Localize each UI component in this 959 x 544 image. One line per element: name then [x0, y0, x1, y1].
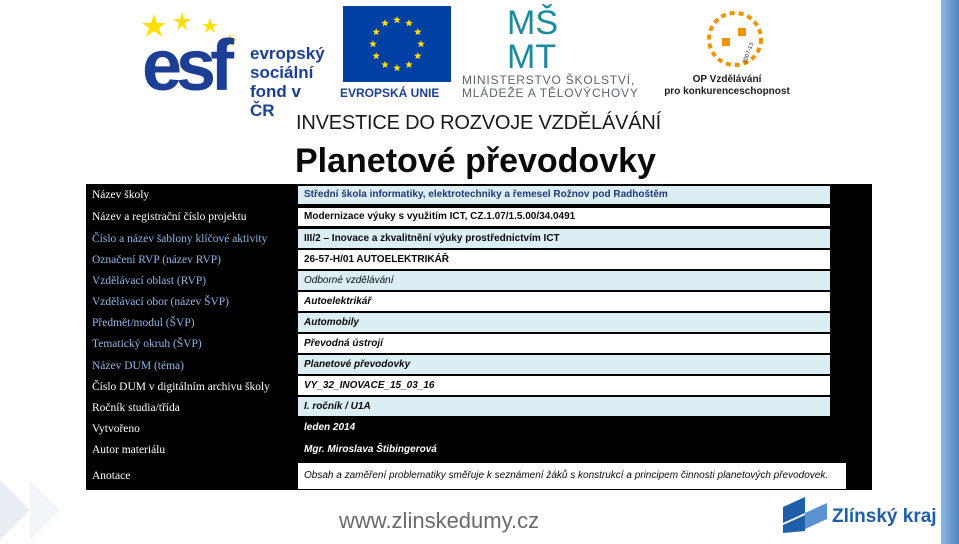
table-row [86, 460, 872, 490]
msmt-mark-top: MŠ [507, 4, 558, 42]
esf-text-line-1: evropský [250, 44, 325, 63]
eu-star-icon [405, 61, 413, 68]
row-value: 26-57-H/01 AUTOELEKTRIKÁŘ [298, 250, 830, 269]
row-label: Vytvořeno [92, 423, 140, 435]
table-row [86, 375, 872, 396]
banner-text: INVESTICE DO ROZVOJE VZDĚLÁVÁNÍ [296, 112, 661, 134]
row-value: Odborné vzdělávání [298, 271, 830, 290]
row-label: Tematický okruh (ŠVP) [92, 338, 202, 350]
row-label: Název a registrační číslo projektu [92, 211, 247, 223]
table-row [86, 396, 872, 417]
msmt-name-line-2: MLÁDEŽE A TĚLOVÝCHOVY [462, 86, 639, 100]
table-row [86, 354, 872, 375]
table-row [86, 312, 872, 333]
eu-star-icon [372, 52, 380, 59]
table-row [86, 270, 872, 291]
footer-url: www.zlinskedumy.cz [339, 508, 540, 533]
row-value: VY_32_INOVACE_15_03_16 [298, 376, 830, 395]
row-value: Automobily [298, 313, 830, 332]
row-label: Ročník studia/třída [92, 402, 180, 414]
table-row [86, 291, 872, 312]
eu-stars-icon [343, 6, 451, 82]
op-text-line-1: OP Vzdělávání [692, 74, 762, 85]
row-value: leden 2014 [304, 422, 356, 433]
right-edge-stripe [941, 0, 959, 544]
eu-star-icon [381, 61, 389, 68]
row-value: Autoelektrikář [298, 292, 830, 311]
info-table [86, 184, 872, 490]
table-row [86, 206, 872, 227]
zlinsky-kraj-text: Zlínský kraj [832, 506, 937, 527]
decorative-arrow-icon [0, 470, 70, 544]
row-label: Anotace [92, 470, 131, 482]
msmt-name-line-1: MINISTERSTVO ŠKOLSTVÍ, [462, 73, 635, 87]
eu-star-icon [393, 64, 401, 71]
msmt-mark-bottom: MT [507, 38, 557, 70]
table-row [86, 417, 872, 438]
row-label: Číslo DUM v digitálním archivu školy [92, 381, 270, 393]
esf-logo [142, 12, 325, 120]
table-row [86, 227, 872, 249]
table-row [86, 438, 872, 460]
eu-star-icon [381, 19, 389, 26]
row-value: Planetové převodovky [298, 355, 830, 374]
eu-caption: EVROPSKÁ UNIE [340, 86, 440, 100]
eu-star-icon [414, 52, 422, 59]
row-label: Vzdělávací obor (název ŠVP) [92, 296, 229, 308]
row-label: Číslo a název šablony klíčové aktivity [92, 233, 268, 245]
esf-text-line-3: fond v ČR [250, 82, 301, 120]
row-label: Označení RVP (název RVP) [92, 254, 221, 266]
eu-star-icon [372, 28, 380, 35]
eu-star-icon [414, 28, 422, 35]
row-value: I. ročník / U1A [298, 397, 830, 416]
eu-flag-icon [343, 6, 451, 82]
row-value: III/2 – Inovace a zkvalitnění výuky prostřednictvím ICT [298, 229, 830, 248]
op-text-line-2: pro konkurenceschopnost [664, 86, 790, 97]
row-label: Název školy [92, 189, 150, 201]
esf-text [250, 44, 330, 120]
eu-star-icon [393, 16, 401, 23]
op-text [662, 74, 792, 98]
table-row [86, 184, 872, 206]
row-value: Obsah a zaměření problematiky směřuje k seznámení žáků s konstrukcí a principem činnosti planetových převodovek. [298, 463, 846, 489]
row-value: Modernizace výuky s využitím ICT, CZ.1.07/1.5.00/34.0491 [298, 208, 830, 226]
eu-star-icon [417, 40, 425, 47]
zlinsky-kraj-logo-icon [783, 497, 827, 533]
row-value: Převodná ústrojí [298, 334, 830, 353]
page-title: Planetové převodovky [295, 142, 656, 180]
table-row [86, 333, 872, 354]
eu-star-icon [369, 40, 377, 47]
row-value: Střední škola informatiky, elektrotechniky a řemesel Rožnov pod Radhoštěm [298, 186, 830, 204]
esf-text-line-2: sociální [250, 63, 314, 82]
row-label: Název DUM (téma) [92, 360, 184, 372]
op-ring-text: 2007-13 [742, 41, 756, 65]
msmt-name [462, 74, 662, 100]
row-label: Vzdělávací oblast (RVP) [92, 275, 207, 287]
row-value: Mgr. Miroslava Štibingerová [304, 444, 437, 455]
eu-star-icon [405, 19, 413, 26]
row-label: Autor materiálu [92, 444, 166, 456]
esf-letters: esf [142, 26, 229, 106]
msmt-logo-icon [505, 4, 605, 70]
table-row [86, 249, 872, 270]
op-vzdelavani-logo-icon [700, 4, 770, 74]
row-label: Předmět/modul (ŠVP) [92, 317, 195, 329]
